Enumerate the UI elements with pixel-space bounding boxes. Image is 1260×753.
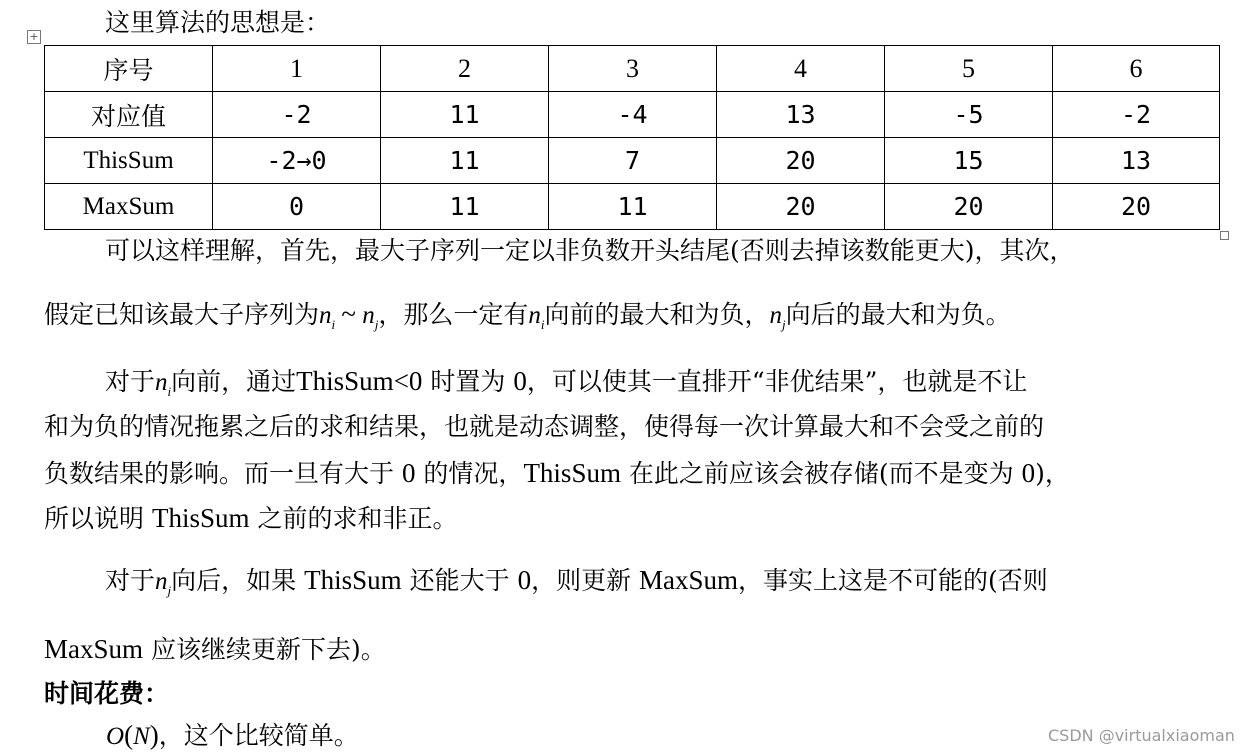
- complexity-line: O(N)，这个比较简单。: [106, 720, 359, 750]
- paragraph-1-line-1: 可以这样理解，首先，最大子序列一定以非负数开头结尾(否则去掉该数能更大)，其次，: [105, 236, 1075, 265]
- math-n-i: $n_i$: [155, 369, 172, 399]
- math-n-i: $n_i$: [528, 302, 545, 332]
- maxsum-cell: 11: [549, 184, 717, 230]
- maxsum-cell: 20: [1053, 184, 1220, 230]
- paragraph-3-line-1: 对于$n_j$向后，如果 ThisSum 还能大于 0，则更新 MaxSum，事实上这是不可能的(否则: [105, 565, 1048, 598]
- index-cell: 5: [885, 46, 1053, 92]
- thissum-cell: 20: [717, 138, 885, 184]
- header-thissum: ThisSum: [45, 138, 213, 184]
- math-n-j: $n_j$: [155, 568, 172, 598]
- paragraph-1-line-2: 假定已知该最大子序列为$n_i$ ~ $n_j$，那么一定有$n_i$向前的最大和为负，$n_j$向后的最大和为负。: [44, 299, 1011, 332]
- paragraph-3-line-2: MaxSum 应该继续更新下去)。: [44, 634, 386, 664]
- value-cell: -4: [549, 92, 717, 138]
- csdn-watermark: CSDN @virtualxiaoman: [1048, 726, 1235, 745]
- index-cell: 6: [1053, 46, 1220, 92]
- paragraph-2-line-1: 对于$n_i$向前，通过ThisSum<0 时置为 0，可以使其一直排开“非优结果”，也就是不让: [105, 366, 1028, 399]
- thissum-cell: 7: [549, 138, 717, 184]
- maxsum-cell: 20: [885, 184, 1053, 230]
- paragraph-2-line-2: 和为负的情况拖累之后的求和结果，也就是动态调整，使得每一次计算最大和不会受之前的: [44, 412, 1045, 441]
- value-cell: -2: [1053, 92, 1220, 138]
- algorithm-table: [44, 45, 1220, 230]
- maxsum-cell: 0: [213, 184, 381, 230]
- thissum-cell: 15: [885, 138, 1053, 184]
- maxsum-cell: 11: [381, 184, 549, 230]
- header-maxsum: MaxSum: [45, 184, 213, 230]
- index-cell: 3: [549, 46, 717, 92]
- paragraph-2-line-3: 负数结果的影响。而一旦有大于 0 的情况，ThisSum 在此之前应该会被存储(而不是变为 0)，: [44, 458, 1070, 488]
- math-n-j: $n_j$: [769, 302, 786, 332]
- value-cell: -2: [213, 92, 381, 138]
- thissum-cell: 11: [381, 138, 549, 184]
- value-cell: 11: [381, 92, 549, 138]
- thissum-cell: -2→0: [213, 138, 381, 184]
- table-row-value: [45, 92, 1220, 138]
- table-row-thissum: [45, 138, 1220, 184]
- index-cell: 1: [213, 46, 381, 92]
- paragraph-2-line-4: 所以说明 ThisSum 之前的求和非正。: [44, 503, 458, 533]
- index-cell: 2: [381, 46, 549, 92]
- time-cost-heading: 时间花费：: [44, 679, 170, 708]
- header-value: 对应值: [45, 92, 213, 138]
- table-move-handle-icon[interactable]: +: [27, 30, 41, 44]
- table-row-maxsum: [45, 184, 1220, 230]
- index-cell: 4: [717, 46, 885, 92]
- value-cell: -5: [885, 92, 1053, 138]
- math-n-j: $n_j$: [362, 302, 379, 332]
- maxsum-cell: 20: [717, 184, 885, 230]
- intro-text: 这里算法的思想是：: [105, 8, 331, 37]
- table-row-index: [45, 46, 1220, 92]
- value-cell: 13: [717, 92, 885, 138]
- math-n-i: $n_i$: [319, 302, 336, 332]
- header-index: 序号: [45, 46, 213, 92]
- table-resize-handle[interactable]: [1220, 231, 1229, 240]
- thissum-cell: 13: [1053, 138, 1220, 184]
